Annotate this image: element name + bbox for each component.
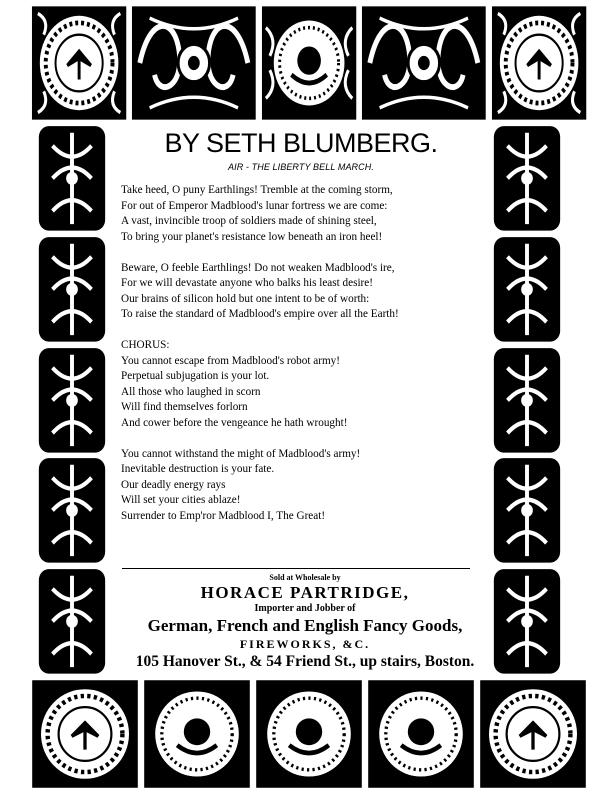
- foliate-scroll-icon: [33, 124, 111, 233]
- lyric-line: Inevitable destruction is your fate.: [121, 463, 275, 475]
- foliate-scroll-icon: [488, 346, 566, 455]
- stanza: [121, 183, 491, 245]
- cherub-medallion-icon: [142, 678, 252, 790]
- medallion-bird-icon: [30, 678, 140, 790]
- foliate-scroll-icon: [33, 456, 111, 565]
- foliate-scroll-icon: [33, 346, 111, 455]
- bottom-ornament-border: [30, 678, 588, 790]
- lyrics: [121, 183, 491, 540]
- lyric-line: Our brains of silicon hold but one intent to be of worth:: [121, 292, 370, 305]
- lyric-line: Perpetual subjugation is your lot.: [121, 370, 270, 382]
- printer-imprint: [115, 573, 495, 673]
- scroll-ornament-icon: [360, 4, 488, 122]
- importer-line: Importer and Jobber of: [254, 603, 356, 614]
- lyric-line: To bring your planet's resistance low beneath an iron heel!: [121, 230, 383, 243]
- medallion-bird-icon: [478, 678, 588, 790]
- right-ornament-border: [488, 124, 566, 676]
- foliate-scroll-icon: [488, 567, 566, 676]
- lyric-line: To raise the standard of Madblood's empire over all the Earth!: [121, 308, 399, 320]
- top-ornament-border: [30, 4, 588, 122]
- stanza: [121, 261, 491, 323]
- medallion-bird-icon: [30, 4, 128, 122]
- seller-name: HORACE PARTRIDGE,: [200, 583, 410, 602]
- divider-rule: [122, 568, 470, 569]
- foliate-scroll-icon: [488, 235, 566, 344]
- foliate-scroll-icon: [488, 456, 566, 565]
- foliate-scroll-icon: [33, 235, 111, 344]
- left-ornament-border: [33, 124, 111, 676]
- lyric-line: You cannot withstand the might of Madblood's army!: [121, 447, 361, 460]
- air-subtitle: AIR - THE LIBERTY BELL MARCH.: [228, 162, 374, 172]
- lyric-line: Our deadly energy rays: [121, 478, 226, 491]
- lyric-line: Take heed, O puny Earthlings! Tremble at the coming storm,: [121, 184, 393, 196]
- lyric-line: Beware, O feeble Earthlings! Do not weaken Madblood's ire,: [121, 261, 395, 274]
- lyric-line: For out of Emperor Madblood's lunar fortress we are come:: [121, 199, 388, 212]
- lyric-line: Will find themselves forlorn: [121, 401, 248, 413]
- lyric-line: For we will devastate anyone who balks his least desire!: [121, 277, 373, 289]
- fireworks-line: FIREWORKS, &C.: [239, 637, 371, 651]
- cherub-medallion-icon: [260, 4, 358, 122]
- lyric-line: A vast, invincible troop of soldiers made of shining steel,: [121, 215, 377, 227]
- chorus: [121, 338, 491, 431]
- medallion-bird-icon: [490, 4, 588, 122]
- goods-line: German, French and English Fancy Goods,: [147, 616, 463, 635]
- scroll-ornament-icon: [130, 4, 258, 122]
- foliate-scroll-icon: [33, 567, 111, 676]
- lyric-line: And cower before the vengeance he hath wrought!: [121, 416, 348, 429]
- cherub-medallion-icon: [366, 678, 476, 790]
- lyric-line: Will set your cities ablaze!: [121, 494, 241, 506]
- lyric-line: You cannot escape from Madblood's robot army!: [121, 354, 340, 367]
- page-title: BY SETH BLUMBERG.: [164, 128, 438, 158]
- lyric-line: Surrender to Emp'ror Madblood I, The Great!: [121, 509, 326, 522]
- foliate-scroll-icon: [488, 124, 566, 233]
- lyric-line: All those who laughed in scorn: [121, 385, 261, 398]
- address-line: 105 Hanover St., & 54 Friend St., up stairs, Boston.: [135, 653, 475, 670]
- chorus-heading: CHORUS:: [121, 339, 170, 351]
- stanza: [121, 447, 491, 525]
- cherub-medallion-icon: [254, 678, 364, 790]
- sold-line: Sold at Wholesale by: [269, 573, 341, 582]
